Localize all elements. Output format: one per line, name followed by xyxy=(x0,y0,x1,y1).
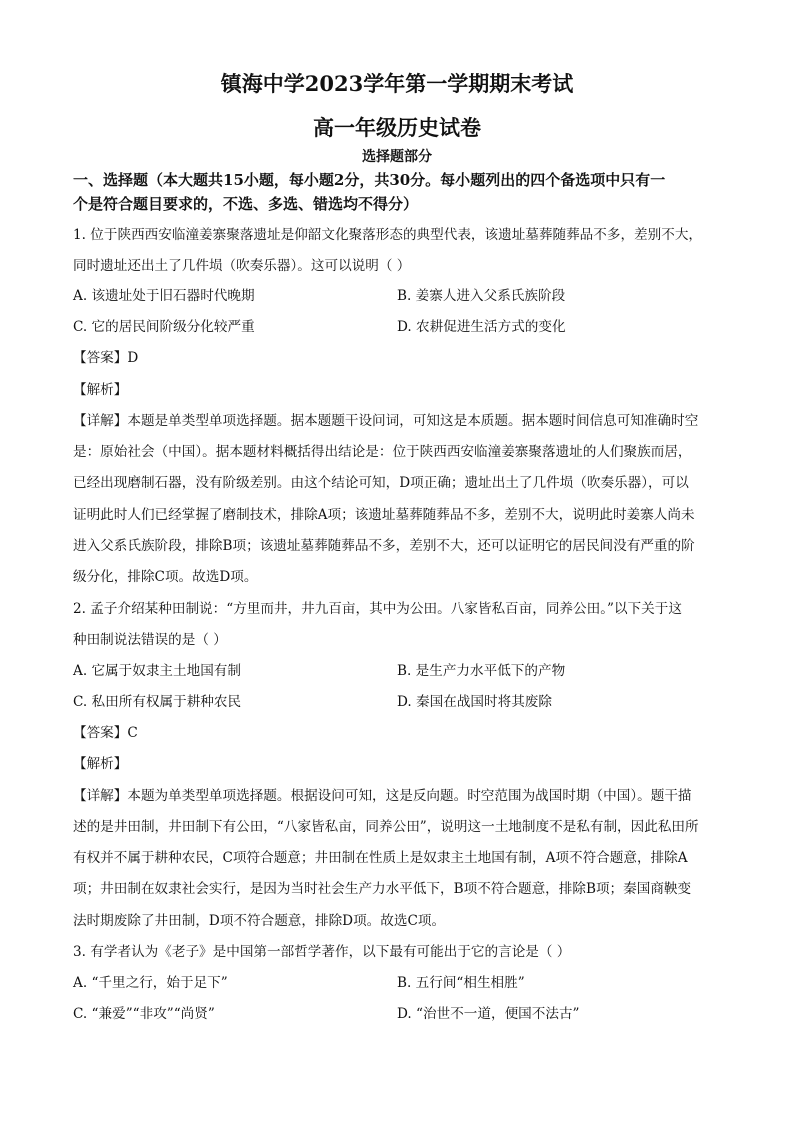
q2-stem-line-1: 2. 孟子介绍某种田制说：“方里而井，井九百亩，其中为公田。八家皆私百亩，同养公田。”以下关于这 xyxy=(73,601,682,617)
q2-analysis-label: 【解析】 xyxy=(73,756,128,772)
q3-stem-line-1: 3. 有学者认为《老子》是中国第一部哲学著作，以下最有可能出于它的言论是（ ） xyxy=(73,944,571,960)
q2-option-d: D. 秦国在战国时将其废除 xyxy=(397,694,552,710)
section-instructions-line-2: 个是符合题目要求的，不选、多选、错选均不得分） xyxy=(73,195,419,213)
q2-stem-line-2: 种田制说法错误的是（ ） xyxy=(73,632,227,648)
q2-answer xyxy=(73,723,723,743)
q1-detail-line-1 xyxy=(73,411,723,431)
q1-stem-line-2: 同时遗址还出土了几件埙（吹奏乐器）。这可以说明（ ） xyxy=(73,258,411,274)
q2-detail-line-4: 项；井田制在奴隶社会实行，是因为当时社会生产力水平低下，B项不符合题意，排除B项；秦国商鞅变 xyxy=(73,881,692,897)
q1-option-a: A. 该遗址处于旧石器时代晚期 xyxy=(73,288,255,304)
q1-detail-line-2: 是：原始社会（中国）。据本题材料概括得出结论是：位于陕西西安临潼姜寨聚落遗址的人们聚族而居， xyxy=(73,444,692,460)
detail-label: 【详解】 xyxy=(73,788,128,804)
exam-title: 高一年级历史试卷 xyxy=(313,115,481,140)
q1-analysis-label: 【解析】 xyxy=(73,382,128,398)
q2-option-b: B. 是生产力水平低下的产物 xyxy=(397,663,566,679)
q2-answer-value: C xyxy=(127,725,138,741)
q1-answer-value: D xyxy=(127,350,139,366)
q3-option-c: C. “兼爱”“非攻”“尚贤” xyxy=(73,1006,215,1022)
q2-detail-line-2: 述的是井田制，井田制下有公田，“八家皆私亩，同养公田”，说明这一土地制度不是私有制，因此私田所 xyxy=(73,819,699,835)
q1-detail-line-6: 级分化，排除C项。故选D项。 xyxy=(73,569,258,585)
q1-option-c: C. 它的居民间阶级分化较严重 xyxy=(73,319,255,335)
q1-option-d: D. 农耕促进生活方式的变化 xyxy=(397,319,566,335)
part-title: 选择题部分 xyxy=(362,149,432,165)
detail-label: 【详解】 xyxy=(73,413,128,429)
q3-option-d: D. “治世不一道，便国不法古” xyxy=(397,1006,580,1022)
answer-label: 【答案】 xyxy=(73,350,128,366)
q2-detail-text-1: 本题为单类型单项选择题。根据设问可知，这是反向题。时空范围为战国时期（中国）。题干描 xyxy=(127,788,692,804)
q2-detail-line-5: 法时期废除了井田制，D项不符合题意，排除D项。故选C项。 xyxy=(73,913,446,929)
q1-detail-line-5: 进入父系氏族阶段，排除B项；该遗址墓葬随葬品不多，差别不大，还可以证明它的居民间没有严重的阶 xyxy=(73,538,695,554)
q1-stem-line-1: 1. 位于陕西西安临潼姜寨聚落遗址是仰韶文化聚落形态的典型代表，该遗址墓葬随葬品不多，差别不大， xyxy=(73,227,703,243)
answer-label: 【答案】 xyxy=(73,725,128,741)
q1-detail-line-4: 证明此时人们已经掌握了磨制技术，排除A项；该遗址墓葬随葬品不多，差别不大，说明此时姜寨人尚未 xyxy=(73,507,695,523)
q1-detail-line-3: 已经出现磨制石器，没有阶级差别。由这个结论可知，D项正确；遗址出土了几件埙（吹奏乐器），可以 xyxy=(73,475,689,491)
q1-detail-text-1: 本题是单类型单项选择题。据本题题干设问词，可知这是本质题。据本题时间信息可知准确时空 xyxy=(127,413,699,429)
q1-answer xyxy=(73,348,723,368)
q1-option-b: B. 姜寨人进入父系氏族阶段 xyxy=(397,288,566,304)
school-title: 镇海中学2023学年第一学期期末考试 xyxy=(220,71,574,96)
q2-option-a: A. 它属于奴隶主土地国有制 xyxy=(73,663,241,679)
q2-option-c: C. 私田所有权属于耕种农民 xyxy=(73,694,242,710)
q2-detail-line-1 xyxy=(73,786,723,806)
q3-option-b: B. 五行间“相生相胜” xyxy=(397,975,525,991)
q3-option-a: A. “千里之行，始于足下” xyxy=(73,975,228,991)
q2-detail-line-3: 有权并不属于耕种农民，C项符合题意；井田制在性质上是奴隶主土地国有制，A项不符合题意，排除A xyxy=(73,850,688,866)
section-instructions-line-1: 一、选择题（本大题共15小题，每小题2分，共30分。每小题列出的四个备选项中只有一 xyxy=(73,171,666,189)
